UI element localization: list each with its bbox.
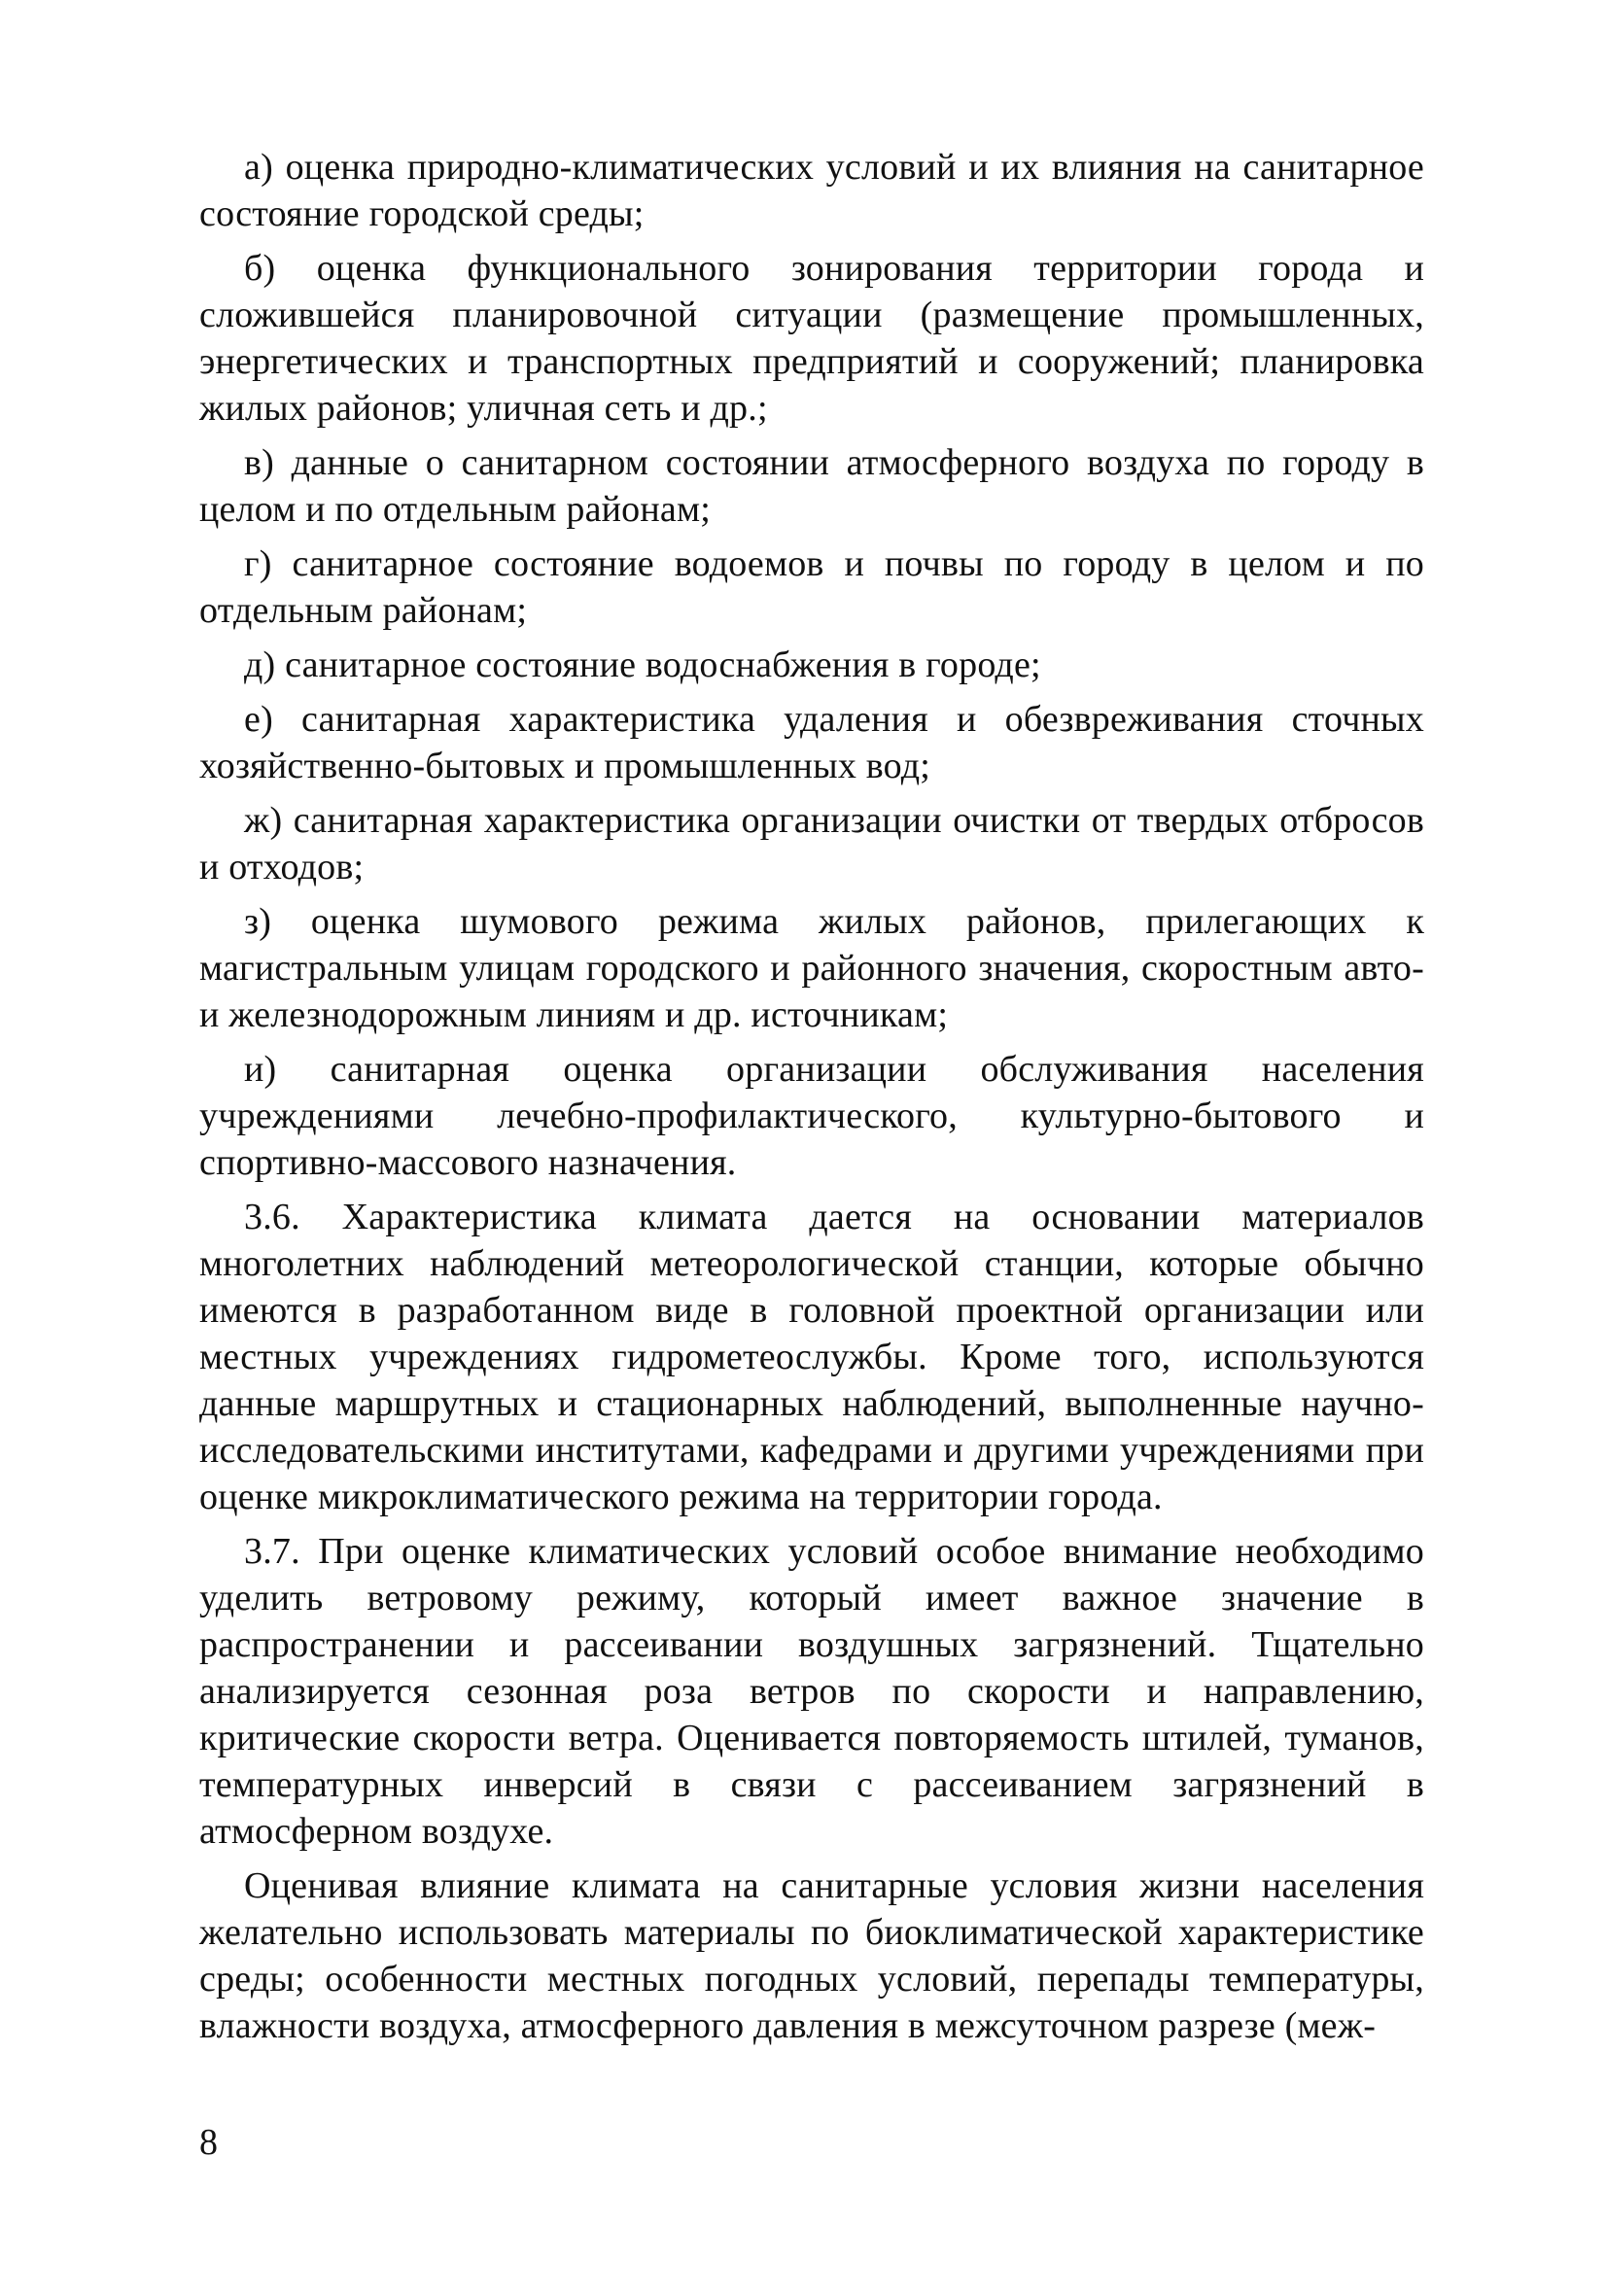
body-text bbox=[199, 144, 1424, 2057]
page-number: 8 bbox=[199, 2122, 218, 2163]
paragraph-e: е) санитарная характеристика удаления и обезвреживания сточных хозяйственно-бытовых и промышленных вод; bbox=[199, 699, 1424, 786]
paragraph-z: з) оценка шумового режима жилых районов, прилегающих к магистральным улицам городского и районного значения, скоростным авто- и железнодорожным линиям и др. источникам; bbox=[199, 901, 1424, 1035]
paragraph-g: г) санитарное состояние водоемов и почвы по городу в целом и по отдельным районам; bbox=[199, 543, 1424, 631]
paragraph-d: д) санитарное состояние водоснабжения в городе; bbox=[244, 644, 1041, 685]
paragraph-b: б) оценка функционального зонирования территории города и сложившейся планировочной ситуации (размещение промышленных, энергетических и транспортных предприятий и сооружений; планировка жилых районов; уличная сеть и др.; bbox=[199, 248, 1424, 429]
section-3-7: 3.7. При оценке климатических условий особое внимание необходимо уделить ветровому режиму, который имеет важное значение в распространении и рассеивании воздушных загрязнений. Тщательно анализируется сезонная роза ветров по скорости и направлению, критические скорости ветра. Оценивается повторяемость штилей, туманов, температурных инверсий в связи с рассеиванием загрязнений в атмосферном воздухе. bbox=[199, 1531, 1424, 1852]
paragraph-climate-influence: Оценивая влияние климата на санитарные условия жизни населения желательно использовать материалы по биоклиматической характеристике среды; особенности местных погодных условий, перепады температуры, влажности воздуха, атмосферного давления в межсуточном разрезе (меж- bbox=[199, 1865, 1424, 2046]
section-3-6: 3.6. Характеристика климата дается на основании материалов многолетних наблюдений метеорологической станции, которые обычно имеются в разработанном виде в головной проектной организации или местных учреждениях гидрометеослужбы. Кроме того, используются данные маршрутных и стационарных наблюдений, выполненные научно-исследовательскими институтами, кафедрами и другими учреждениями при оценке микроклиматического режима на территории города. bbox=[199, 1197, 1424, 1517]
paragraph-a: а) оценка природно-климатических условий и их влияния на санитарное состояние городской среды; bbox=[199, 147, 1424, 234]
paragraph-i: и) санитарная оценка организации обслуживания населения учреждениями лечебно-профилактического, культурно-бытового и спортивно-массового назначения. bbox=[199, 1049, 1424, 1183]
paragraph-zh: ж) санитарная характеристика организации очистки от твердых отбросов и отходов; bbox=[199, 800, 1424, 887]
paragraph-v: в) данные о санитарном состоянии атмосферного воздуха по городу в целом и по отдельным районам; bbox=[199, 442, 1424, 530]
